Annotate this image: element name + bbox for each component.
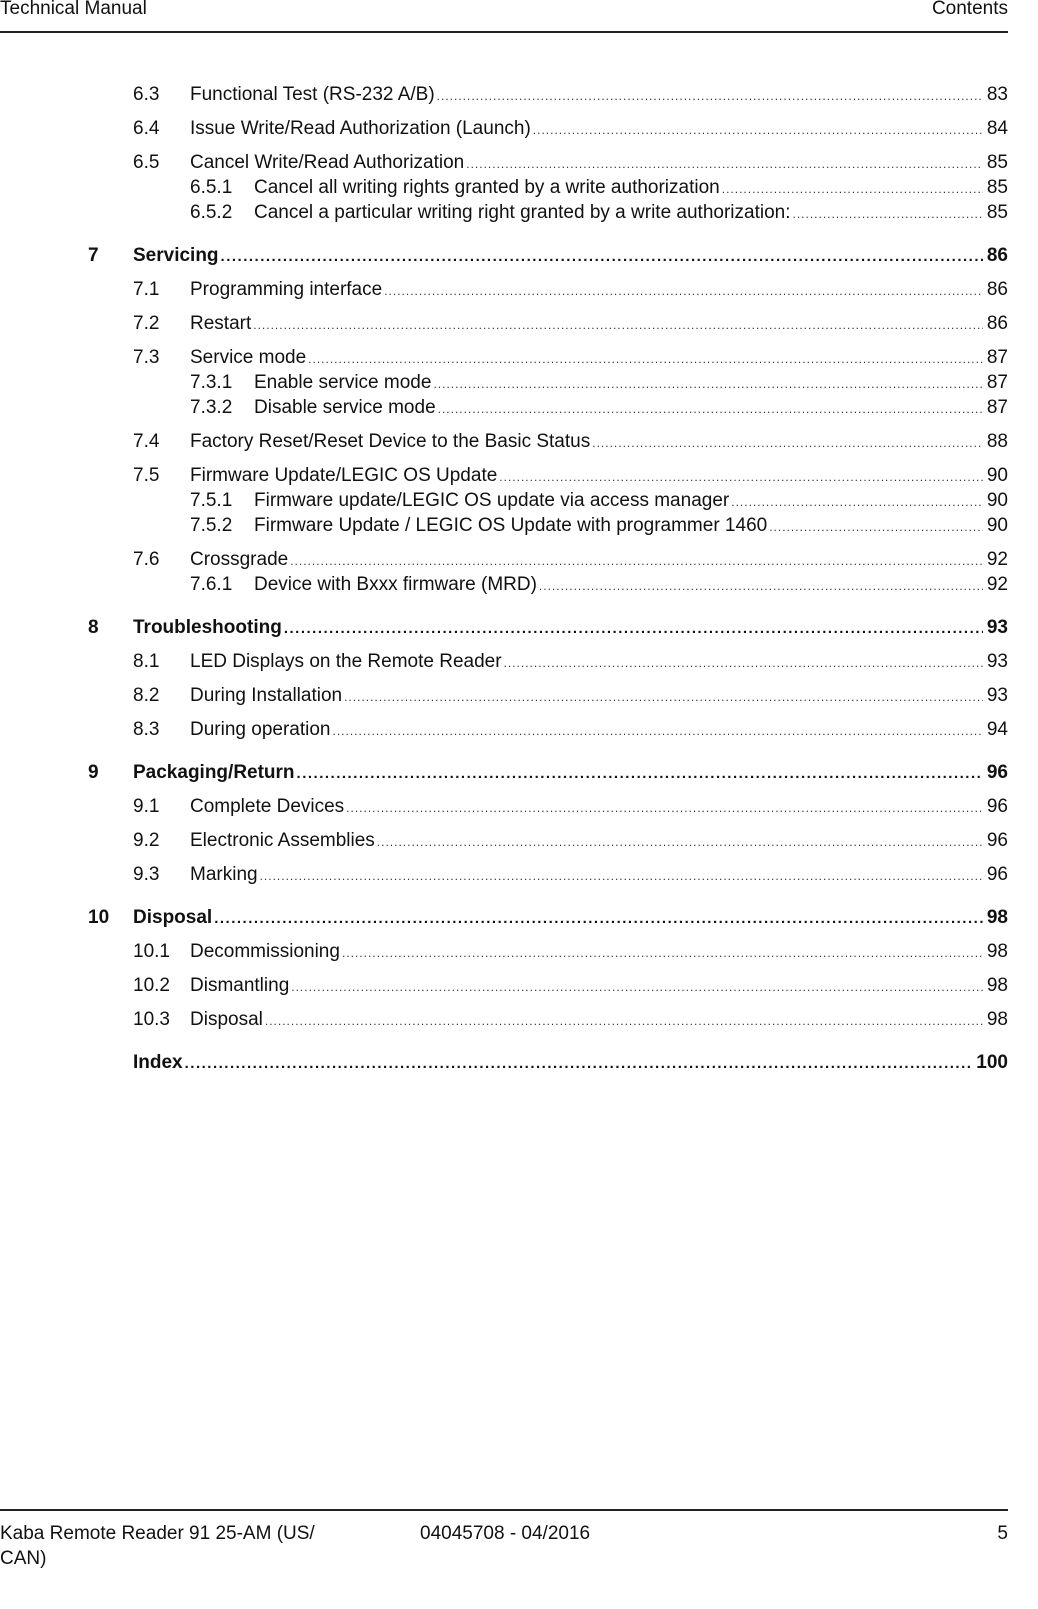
toc-entry-title: Enable service mode xyxy=(254,372,432,393)
page-footer xyxy=(0,1509,1008,1569)
toc-dot-leader xyxy=(221,246,983,268)
toc-entry-page: 98 xyxy=(986,907,1008,928)
toc-entry-level-3[interactable] xyxy=(0,574,1008,597)
toc-entry-number: 6.3 xyxy=(133,84,160,105)
toc-entry-title: Programming interface xyxy=(190,279,383,300)
toc-entry-number: 7.3 xyxy=(133,347,160,368)
toc-entry-level-2[interactable] xyxy=(0,84,1008,107)
toc-entry-page: 98 xyxy=(986,975,1008,996)
table-of-contents xyxy=(0,84,1008,1075)
toc-entry-level-2[interactable] xyxy=(0,431,1008,454)
toc-entry-number: 9.1 xyxy=(133,796,160,817)
toc-entry-level-1[interactable] xyxy=(0,907,1008,930)
toc-dot-leader xyxy=(722,178,983,200)
toc-dot-leader xyxy=(731,491,983,513)
toc-dot-leader xyxy=(438,398,983,420)
toc-entry-title: Cancel a particular writing right granted by a write authorization: xyxy=(254,202,791,223)
toc-entry-level-3[interactable] xyxy=(0,490,1008,513)
toc-entry-title: Servicing xyxy=(133,245,219,266)
toc-entry-number: 10 xyxy=(88,907,110,928)
toc-dot-leader xyxy=(253,314,983,336)
toc-dot-leader xyxy=(308,348,983,370)
toc-entry-title: During operation xyxy=(190,719,331,740)
toc-entry-number: 7.5.1 xyxy=(190,490,233,511)
toc-entry-title: Firmware Update/LEGIC OS Update xyxy=(190,465,498,486)
toc-entry-title: Firmware Update / LEGIC OS Update with programmer 1460 xyxy=(254,515,768,536)
toc-entry-page: 96 xyxy=(986,830,1008,851)
toc-entry-page: 86 xyxy=(986,313,1008,334)
toc-entry-page: 93 xyxy=(986,651,1008,672)
toc-entry-page: 96 xyxy=(986,864,1008,885)
toc-entry-page: 85 xyxy=(986,202,1008,223)
toc-entry-page: 88 xyxy=(986,431,1008,452)
toc-dot-leader xyxy=(539,575,983,597)
toc-dot-leader xyxy=(291,976,983,998)
toc-entry-number: 9.2 xyxy=(133,830,160,851)
toc-entry-level-1[interactable] xyxy=(0,1052,1008,1075)
toc-entry-level-2[interactable] xyxy=(0,975,1008,998)
toc-entry-page: 98 xyxy=(986,941,1008,962)
page-header xyxy=(0,0,1008,33)
toc-entry-level-1[interactable] xyxy=(0,617,1008,640)
toc-entry-page: 90 xyxy=(986,465,1008,486)
toc-dot-leader xyxy=(265,1010,983,1032)
toc-dot-leader xyxy=(344,686,983,708)
footer-document-number: 04045708 - 04/2016 xyxy=(420,1523,591,1544)
toc-entry-page: 98 xyxy=(986,1009,1008,1030)
toc-entry-title: Device with Bxxx firmware (MRD) xyxy=(254,574,537,595)
toc-entry-number: 8.2 xyxy=(133,685,160,706)
toc-entry-level-1[interactable] xyxy=(0,762,1008,785)
toc-dot-leader xyxy=(346,797,983,819)
toc-entry-title: Packaging/Return xyxy=(133,762,295,783)
toc-entry-level-2[interactable] xyxy=(0,796,1008,819)
toc-entry-page: 93 xyxy=(986,617,1008,638)
toc-entry-page: 100 xyxy=(976,1052,1008,1073)
toc-entry-page: 85 xyxy=(986,177,1008,198)
toc-entry-number: 6.5.2 xyxy=(190,202,233,223)
toc-entry-title: Factory Reset/Reset Device to the Basic Status xyxy=(190,431,591,452)
toc-entry-level-3[interactable] xyxy=(0,372,1008,395)
toc-entry-page: 87 xyxy=(986,372,1008,393)
header-document-title: Technical Manual xyxy=(0,0,147,19)
toc-entry-number: 7.1 xyxy=(133,279,160,300)
toc-entry-title: Crossgrade xyxy=(190,549,289,570)
toc-entry-level-2[interactable] xyxy=(0,864,1008,887)
toc-entry-level-2[interactable] xyxy=(0,118,1008,141)
toc-entry-level-2[interactable] xyxy=(0,313,1008,336)
toc-entry-level-2[interactable] xyxy=(0,347,1008,370)
toc-entry-number: 6.5.1 xyxy=(190,177,233,198)
toc-entry-title: Dismantling xyxy=(190,975,290,996)
toc-entry-page: 92 xyxy=(986,549,1008,570)
toc-entry-number: 7.3.1 xyxy=(190,372,233,393)
toc-entry-number: 7.5 xyxy=(133,465,160,486)
toc-entry-title: During Installation xyxy=(190,685,343,706)
toc-entry-level-2[interactable] xyxy=(0,685,1008,708)
toc-entry-title: Functional Test (RS-232 A/B) xyxy=(190,84,435,105)
toc-entry-number: 7.5.2 xyxy=(190,515,233,536)
toc-entry-title: Firmware update/LEGIC OS update via access manager xyxy=(254,490,730,511)
toc-entry-page: 94 xyxy=(986,719,1008,740)
toc-dot-leader xyxy=(437,85,983,107)
toc-entry-page: 90 xyxy=(986,515,1008,536)
toc-entry-number: 8.3 xyxy=(133,719,160,740)
header-section-name: Contents xyxy=(931,0,1008,19)
toc-entry-title: Troubleshooting xyxy=(133,617,282,638)
toc-dot-leader xyxy=(297,763,983,785)
toc-entry-title: Marking xyxy=(190,864,258,885)
toc-entry-level-1[interactable] xyxy=(0,245,1008,268)
toc-entry-level-3[interactable] xyxy=(0,177,1008,200)
toc-dot-leader xyxy=(214,908,983,930)
toc-entry-page: 86 xyxy=(986,245,1008,266)
toc-entry-page: 84 xyxy=(986,118,1008,139)
toc-entry-title: Restart xyxy=(190,313,252,334)
toc-entry-page: 83 xyxy=(986,84,1008,105)
toc-entry-number: 9 xyxy=(88,762,99,783)
toc-entry-level-2[interactable] xyxy=(0,830,1008,853)
toc-entry-level-3[interactable] xyxy=(0,202,1008,225)
toc-entry-page: 93 xyxy=(986,685,1008,706)
toc-entry-title: Cancel all writing rights granted by a write authorization xyxy=(254,177,720,198)
toc-entry-number: 7.4 xyxy=(133,431,160,452)
toc-dot-leader xyxy=(769,516,983,538)
toc-dot-leader xyxy=(332,720,982,742)
toc-entry-page: 96 xyxy=(986,762,1008,783)
toc-entry-number: 10.3 xyxy=(133,1009,170,1030)
toc-entry-level-2[interactable] xyxy=(0,719,1008,742)
toc-dot-leader xyxy=(533,119,983,141)
toc-entry-title: Disposal xyxy=(190,1009,263,1030)
toc-dot-leader xyxy=(793,203,983,225)
toc-entry-number: 9.3 xyxy=(133,864,160,885)
toc-entry-number: 6.5 xyxy=(133,152,160,173)
toc-entry-title: Complete Devices xyxy=(190,796,345,817)
toc-entry-number: 8.1 xyxy=(133,651,160,672)
toc-entry-page: 85 xyxy=(986,152,1008,173)
toc-entry-title: Index xyxy=(133,1052,183,1073)
toc-entry-number: 7.2 xyxy=(133,313,160,334)
toc-entry-number: 8 xyxy=(88,617,99,638)
toc-dot-leader xyxy=(290,550,983,572)
toc-entry-level-2[interactable] xyxy=(0,651,1008,674)
toc-dot-leader xyxy=(185,1053,973,1075)
toc-entry-level-2[interactable] xyxy=(0,549,1008,572)
toc-dot-leader xyxy=(384,280,983,302)
footer-product-name: Kaba Remote Reader 91 25-AM (US/ CAN) xyxy=(0,1523,315,1569)
toc-dot-leader xyxy=(377,831,983,853)
toc-entry-level-2[interactable] xyxy=(0,279,1008,302)
toc-dot-leader xyxy=(592,432,983,454)
footer-page-number: 5 xyxy=(997,1523,1008,1544)
toc-entry-level-2[interactable] xyxy=(0,152,1008,175)
toc-dot-leader xyxy=(504,652,983,674)
toc-dot-leader xyxy=(342,942,983,964)
toc-entry-level-2[interactable] xyxy=(0,465,1008,488)
toc-entry-page: 96 xyxy=(986,796,1008,817)
toc-entry-page: 87 xyxy=(986,397,1008,418)
toc-entry-level-3[interactable] xyxy=(0,515,1008,538)
toc-dot-leader xyxy=(433,373,982,395)
toc-entry-title: LED Displays on the Remote Reader xyxy=(190,651,502,672)
toc-entry-number: 7.6.1 xyxy=(190,574,233,595)
toc-entry-number: 10.2 xyxy=(133,975,170,996)
toc-dot-leader xyxy=(499,466,983,488)
toc-dot-leader xyxy=(284,618,983,640)
toc-entry-title: Electronic Assemblies xyxy=(190,830,375,851)
toc-dot-leader xyxy=(466,153,983,175)
toc-entry-level-2[interactable] xyxy=(0,941,1008,964)
toc-entry-page: 90 xyxy=(986,490,1008,511)
toc-entry-level-2[interactable] xyxy=(0,1009,1008,1032)
toc-entry-page: 87 xyxy=(986,347,1008,368)
toc-entry-page: 86 xyxy=(986,279,1008,300)
toc-entry-title: Decommissioning xyxy=(190,941,340,962)
toc-entry-number: 10.1 xyxy=(133,941,170,962)
toc-entry-page: 92 xyxy=(986,574,1008,595)
toc-entry-level-3[interactable] xyxy=(0,397,1008,420)
toc-entry-title: Issue Write/Read Authorization (Launch) xyxy=(190,118,531,139)
toc-entry-title: Disable service mode xyxy=(254,397,436,418)
toc-entry-number: 7.6 xyxy=(133,549,160,570)
toc-entry-number: 6.4 xyxy=(133,118,160,139)
toc-entry-title: Cancel Write/Read Authorization xyxy=(190,152,465,173)
toc-entry-number: 7.3.2 xyxy=(190,397,233,418)
toc-dot-leader xyxy=(260,865,983,887)
toc-entry-number: 7 xyxy=(88,245,99,266)
toc-entry-title: Service mode xyxy=(190,347,307,368)
toc-entry-title: Disposal xyxy=(133,907,213,928)
